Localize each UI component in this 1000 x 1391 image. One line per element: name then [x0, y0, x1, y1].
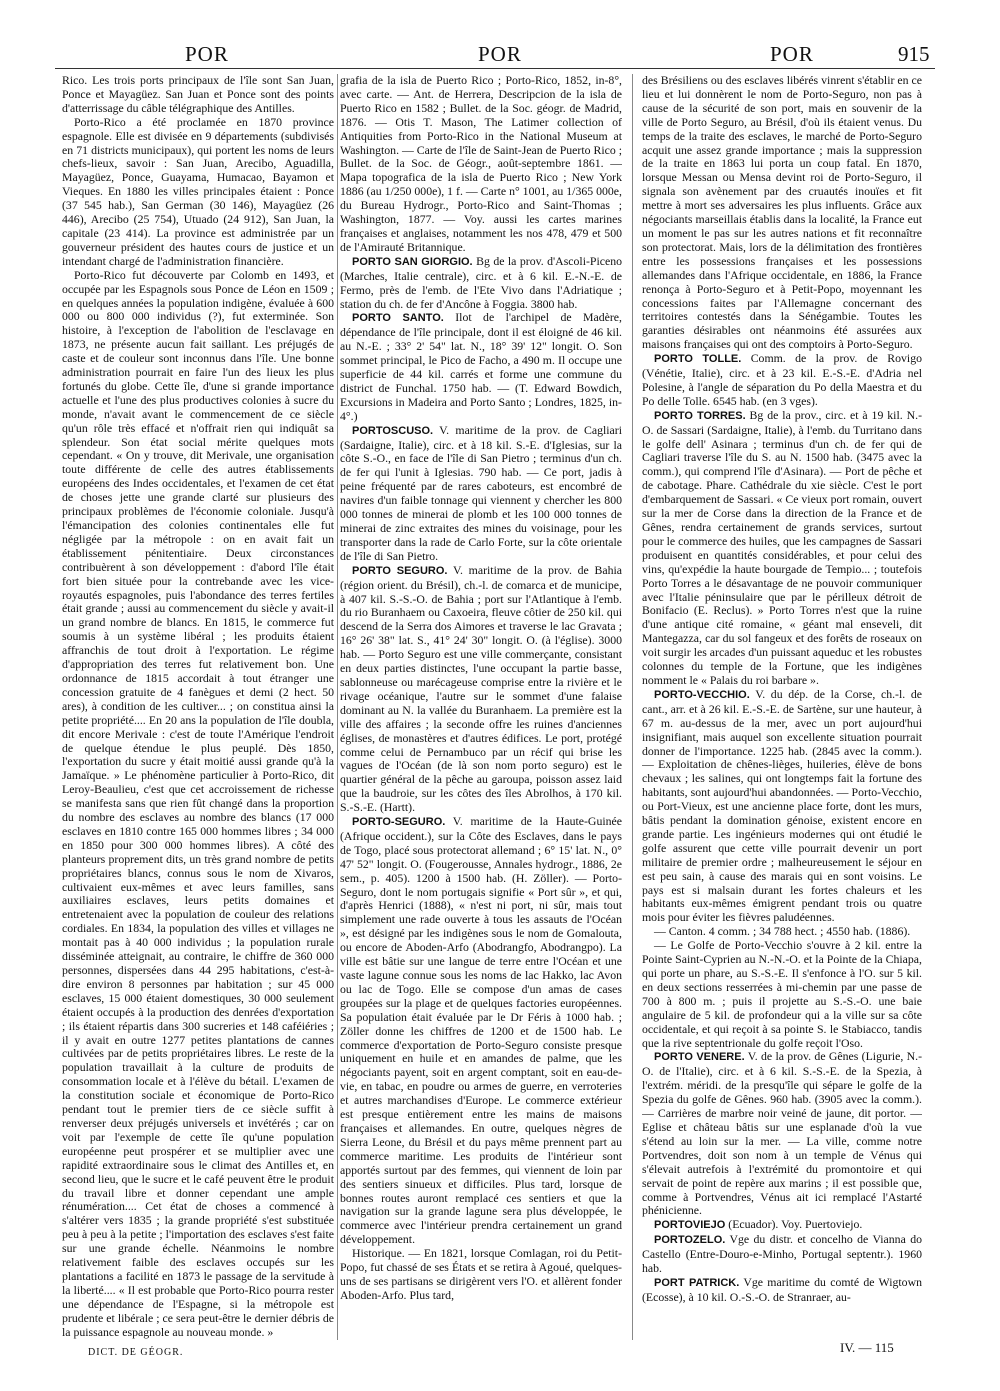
footer-volume: IV. — 115 — [840, 1340, 894, 1355]
column-separator — [632, 74, 633, 1340]
text-column-3 — [642, 74, 922, 1340]
dictionary-entry — [642, 688, 922, 925]
entry-text: Bg de la prov. d'Ascoli-Piceno (Marches, Italie centrale), circ. et à 6 kil. E.-N.-E. de Fermo, près de l'emb. de l'Ete Vivo dans l'Adriatique ; station du ch. de fer d'Ancône à Foggia. 3800 hab. — [340, 253, 622, 311]
text-column-1 — [62, 74, 334, 1340]
running-head-right: POR — [770, 42, 814, 66]
entry-text: V. maritime de la prov. de Cagliari (Sardaigne, Italie), circ. et à 18 kil. S.-E. d'Iglesias, sur la côte S.-O., en face de l'île di San Pietro ; terminus d'un ch. de fer qui l'unit à Iglesias. 790 hab. — Ce port, jadis à peine fréquenté par de rares caboteurs, est encombré de navires d'un faible tonnage qui viennent y chercher les 800 000 tonnes de minerai de plomb et les 100 000 tonnes de minerai de zinc extraites des mines du voisinage, pour les transporter dans la rade de Carlo Forte, sur la côte orientale de l'île di San Pietro. — [340, 422, 622, 563]
paragraph — [62, 1339, 334, 1340]
entry-headword: PORT PATRICK. — [654, 1276, 740, 1289]
entry-text: (Ecuador). Voy. Puertoviejo. — [725, 1217, 863, 1232]
entry-text: V. du dép. de la Corse, ch.-l. de cant., arr. et à 26 kil. E.-S.-E. de Sartène, sur une hauteur, à 67 m. au-dessus de la mer, avec un port aujourd'hui insignifiant, mais auquel son excellente situation pourrait donner de l'importance. 1225 hab. (2845 avec la comm.). — Exploitation de chênes-lièges, huileries, élève de bons chevaux ; les salines, qui ont longtemps fait la fortune des habitants, sont aujourd'hui abandonnées. — Porto-Vecchio, ou Port-Vieux, est une ancienne place forte, dont les murs, bâtis pendant la domination génoise, existent encore en grande partie. Les ingénieurs modernes qui ont étudié le golfe assurent que cette ville pourrait devenir un port militaire de premier ordre ; malheureusement le séjour en est peu sain, à cause des marais qui en sont voisins. Le pays est si malsain durant les fortes chaleurs et les habitants eux-mêmes émigrent pendant trois ou quatre mois pour éviter les fièvres paludéennes. — [642, 686, 922, 925]
entry-headword: PORTO VENERE. — [654, 1051, 745, 1064]
entry-headword: PORTO TORRES. — [654, 409, 746, 422]
header-rule — [55, 68, 935, 69]
entry-text — [74, 1338, 305, 1340]
column-separator — [337, 74, 338, 1340]
entry-text: V. maritime de la prov. de Bahia (région orient. du Brésil), ch.-l. de comarca et de municipe, à 407 kil. S.-S.-O. de Bahia ; port sur l'Atlantique à l'emb. du rio Buranhaem ou Caxoeira, fleuve côtier de 250 kil. qui descend de la Serra dos Aimores et traverse le lac Gravata ; 16° 26' 38" lat. S., 41° 24' 30" longit. O. (à l'église). 3000 hab. — Porto Seguro est une ville commerçante, consistant en deux parties distinctes, l'une occupant la partie basse, sablonneuse ou marécageuse comprise entre la rivière et le rivage océanique, l'autre sur le sommet d'une falaise dominant au N. la vallée du Buranhaem. La première est la ville des affaires ; la seconde offre les ruines d'anciennes églises, de monastères et d'autres édifices. Le port, protégé comme celui de Pernambuco par un récif qui brise les vagues de l'Océan (de là son nom porto seguro) est le quartier général de la pêche au garoupa, poisson assez laid que la baudroie, sur les côtes des îles Abrolhos, à 170 kil. S.-S.-E. (Hartt). — [340, 562, 622, 815]
dictionary-entry — [642, 1050, 922, 1218]
dictionary-entry — [642, 352, 922, 409]
entry-text: Rico. Les trois ports principaux de l'île sont San Juan, Ponce et Mayagüez. San Juan et Ponce sont des points d'atterrissage du câble télégraphique des Antilles. — [62, 74, 334, 115]
entry-headword: PORTO-SEGURO. — [352, 816, 446, 829]
entry-headword: PORTOZELO. — [654, 1234, 726, 1247]
dictionary-entry — [340, 815, 622, 1247]
entry-headword: PORTO SANTO. — [352, 312, 444, 325]
entry-headword: PORTO SEGURO. — [352, 564, 448, 577]
dictionary-entry — [340, 424, 622, 564]
paragraph — [340, 74, 622, 255]
entry-text: Ilot de l'archipel de Madère, dépendance de l'île principale, dont il est éloigné de 46 kil. au N.-E. ; 33° 2' 54" lat. N., 18° 39' 12" longit. O. Son sommet principal, le Pico de Facho, a 490 m. Il occupe une superficie de 44 kil. carrés et forme une commune du district de Funchal. 1750 hab. — (T. Edward Bowdich, Excursions in Madeira and Porto Santo ; Londres, 1825, in-4°.) — [340, 310, 622, 423]
dictionary-entry — [642, 409, 922, 688]
dictionary-entry — [340, 564, 622, 815]
dictionary-entry — [340, 311, 622, 423]
entry-headword: PORTOVIEJO — [654, 1219, 726, 1232]
entry-text: Porto-Rico a été proclamée en 1870 province espagnole. Elle est divisée en 9 départements (subdivisés en 71 districts municipaux), qui portent les noms de leurs chefs-lieux, savoir : San Juan, Arecibo, Aguadilla, Mayagüez, Ponce, Guayama, Humacao, Bayamon et Vieques. En 1880 les villes principales étaient : Ponce (37 545 hab.), San German (30 146), Mayagüez (26 446), Arecibo (25 754), Utuado (24 912), San Juan, la capitale (23 414). La province est administrée par un gouverneur président des hautes cours de justice et un intendant chargé de l'administration financière. — [62, 114, 334, 268]
text-column-2 — [340, 74, 622, 1340]
entry-text: Bg de la prov., circ. et à 19 kil. N.-O. de Sassari (Sardaigne, Italie), à l'emb. du Turritano dans le golfe dell' Asinara ; terminus d'un ch. de fer qui de Cagliari traverse l'île du S. au N. 1500 hab. (3475 avec la comm.), qui comprend l'île d'Asinara). — Port de pêche et de cabotage. Phare. Cathédrale du xie siècle. C'est le port d'embarquement de Sassari. « Ce vieux port romain, ouvert sur la mer de Corse dans la direction de la France et de Gênes, rendra certainement de grands services, surtout pour le commerce des huiles, que les campagnes de Sassari produisent en quantités considérables, et pour celui des vins, qu'expédie la haute bourgade de Tempio... ; toutefois Porto Torres a le désavantage de ne pouvoir communiquer avec l'Italie péninsulaire que par le périlleux détroit de Bonifacio (E. Reclus). » Porto Torres n'est que la ruine d'une antique cité romaine, « géant mal enseveli, dit Mantegazza, car du sol fangeux et des forêts de roseaux on voit surgir les arcades d'un puissant aqueduc et les robustes colonnes du temple de la Fortune, que les indigènes nomment le « Palais du roi barbare ». — [642, 407, 922, 687]
paragraph — [642, 939, 922, 1050]
entry-text: Comm. de la prov. de Rovigo (Vénétie, Italie), circ. et à 23 kil. E.-S.-E. d'Adria nel Polesine, à l'angle de séparation du Po della Maestra et du Po delle Tolle. 6545 hab. (en 3 vges). — [642, 351, 922, 408]
entry-text: grafia de la isla de Puerto Rico ; Porto-Rico, 1852, in-8°, avec carte. — Ant. de Herrera, Descripcion de la isla de Puerto Rico en 1582 ; Bullet. de la Soc. géogr. de Madrid, 1876. — Otis T. Mason, The Latimer collection of Antiquities from Porto-Rico in the National Museum at Washington. — Carte de l'île de Saint-Jean de Puerto Rico ; Bullet. de la Soc. de Géogr., août-septembre 1861. — Mapa topografica de la isla de Puerto Rico ; New York 1886 (au 1/250 000e), 1 f. — Carte n° 1001, au 1/365 000e, du Bureau Hydrogr., Porto-Rico and Saint-Thomas ; Washington, 1877. — Voy. aussi les cartes marines françaises et anglaises, notamment les nos 478, 479 et 500 de l'Amirauté Britannique. — [340, 74, 622, 254]
entry-text: — Canton. 4 comm. ; 34 788 hect. ; 4550 hab. (1886). — [654, 924, 911, 939]
paragraph — [62, 74, 334, 116]
paragraph — [62, 116, 334, 269]
footer-signature: DICT. DE GÉOGR. — [88, 1347, 184, 1358]
running-head-left: POR — [185, 42, 229, 66]
entry-text: V. maritime de la Haute-Guinée (Afrique occident.), sur la Côte des Esclaves, dans le pays de Togo, placé sous protectorat allemand ; 6° 15' lat. N., 0° 47' 52" longit. O. (Fougerousse, Annales hydrogr., 1886, 2e sem., p. 405). 1200 à 1500 hab. (H. Zöller). — Porto-Seguro, dont le nom portugais signifie « Port sûr », et qui, d'après Henrici (1888), « n'est ni port, ni sûr, mais tout simplement une rade ouverte à tous les assauts de l'Océan », est désigné par les indigènes sous le nom de Gomalouta, ou encore de Aboden-Arfo (Abodrangfo, Abodrangpo). La ville est bâtie sur une langue de terre entre l'Océan et une vaste lagune connue sous les noms de lac Hakko, lac Avon ou lac de Togo. Elle se compose d'un amas de cases groupées sur la plage et de quelques factories européennes. Sa population était évaluée par le Dr Féris à 1000 hab. ; Zöller donne les chiffres de 1200 et de 1500 hab. Le commerce d'exportation de Porto-Seguro consiste presque uniquement en huile et en amandes de palme, que les négociants payent, soit en argent comptant, soit en eau-de-vie, en tabac, en poudre ou armes de guerre, en verroteries et autres marchandises d'Europe. Le commerce extérieur est presque entièrement entre les mains de maisons françaises et allemandes. En outre, quelques nègres de Sierra Leone, du Brésil et du pays même prennent part au commerce maritime. Les produits de l'intérieur sont apportés surtout par des femmes, qui viennent de loin par des sentiers sinueux et difficiles. Plus tard, lorsque de bonnes routes auront remplacé ces sentiers et que la navigation sur la grande lagune sera plus développée, le commerce avec l'intérieur prendra certainement un grand développement. — [340, 814, 622, 1247]
entry-headword: PORTOSCUSO. — [352, 424, 434, 437]
dictionary-entry — [642, 1233, 922, 1276]
paragraph — [340, 1247, 622, 1303]
entry-text: — Le Golfe de Porto-Vecchio s'ouvre à 2 kil. entre la Pointe Saint-Cyprien au N.-N.-O. et la Pointe de la Chiapa, qui porte un phare, au S.-S.-E. Il s'enfonce à l'O. sur 5 kil. en deux sections resserrées à mi-chemin par une passe de 700 à 800 m. ; puis il projette au S.-S.-O. une baie angulaire de 5 kil. de profondeur qui a la ville sur sa côte occidentale, et qui reçoit à sa pointe S. le Stabiacco, tandis que la rive septentrionale du golfe reçoit l'Oso. — [642, 938, 922, 1050]
running-head-center: POR — [478, 42, 522, 66]
entry-text: Vge du distr. et concelho de Vianna do Castello (Entre-Douro-e-Minho, Portugal septentr.). 1960 hab. — [642, 1232, 922, 1276]
paragraph — [642, 925, 922, 939]
dictionary-entry — [340, 255, 622, 312]
dictionary-entry — [642, 1218, 922, 1233]
entry-text: Vge maritime du comté de Wigtown (Ecosse), à 10 kil. O.-S.-O. de Stranraer, au- — [642, 1274, 922, 1304]
page-number: 915 — [898, 42, 930, 66]
entry-headword: PORTO SAN GIORGIO. — [352, 255, 473, 268]
entry-text: Historique. — En 1821, lorsque Comlagan, roi du Petit-Popo, fut chassé de ses États et se retira à Agoué, quelques-uns de ses partisans se dirigèrent vers l'O. et allèrent fonder Aboden-Arfo. Plus tard, — [340, 1246, 622, 1302]
entry-text: des Brésiliens ou des esclaves libérés vinrent s'établir en ce lieu et lui donnèrent le nom de Porto-Seguro, non pas à cause de la sécurité de son port, mais en souvenir de la ville de Porto Seguro, au Brésil, d'où ils étaient venus. Du temps de la traite des esclaves, le marché de Porto-Seguro acquit une assez grande importance ; mais la suppression de la traite en 1863 lui porta un coup fatal. En 1870, lorsque Messan ou Mensa devint roi de Porto-Seguro, il signala son avènement par des cruautés inouïes et fit mettre à mort ses adversaires les plus influents. Grâce aux négociants marseillais établis dans la localité, la France eut un moment le pas sur les autres nations et fit reconnaître son protectorat. Mais, lors de la délimitation des frontières entre les possessions françaises et les possessions allemandes dans l'Afrique occidentale, en 1886, la France renonça à Porto-Seguro et à Petit-Popo, moyennant les concessions faites par l'Allemagne concernant des territoires contestés dans la Sénégambie. Toutes les garanties désirables ont néanmoins été assurées aux maisons françaises qui ont des comptoirs à Porto-Seguro. — [642, 74, 922, 352]
paragraph — [642, 74, 922, 352]
dictionary-entry — [642, 1276, 922, 1305]
paragraph — [62, 269, 334, 1340]
entry-text: V. de la prov. de Gênes (Ligurie, N.-O. de l'Italie), circ. et à 6 kil. S.-S.-E. de la Spezia, à l'extrém. méridi. de la presqu'île qui sépare le golfe de la Spezia du golfe de Gênes. 960 hab. (3905 avec la comm.). — Carrières de marbre noir veiné de jaune, dit portor. — Eglise et château bâtis sur une esplanade d'où la vue s'étend au loin sur la mer. — La ville, comme notre Portvendres, doit son nom à un temple de Vénus qui s'élevait autrefois à l'extrémité du promontoire et qui servait de point de repère aux marins ; il est possible que, comme à Portvendres, Vénus ait ici remplacé l'Astarté phénicienne. — [642, 1049, 922, 1218]
entry-headword: PORTO TOLLE. — [654, 353, 742, 366]
entry-headword: PORTO-VECCHIO. — [654, 688, 750, 701]
entry-text: Porto-Rico fut découverte par Colomb en 1493, et occupée par les Espagnols sous Ponce de Léon en 1509 ; en quelques années la population indigène, évaluée à 600 000 ou 800 000 individus (?), fut exterminée. Son histoire, à l'exception de l'abolition de l'esclavage en 1873, ne présente aucun fait saillant. Les préjugés de caste et de couleur sont inconnus dans l'île. Une bonne administration pourrait en faire l'un des lieux les plus fortunés du globe. Cette île, d'une si grande importance actuelle et l'une des plus productives colonies à sucre du monde, n'avait avant le commencement de ce siècle qu'un rôle très effacé et n'offrait rien qui indiquât sa splendeur. Son état social mérite quelques mots cependant. « On y trouve, dit Merivale, une organisation toute différente de celle des autres établissements européens des Indes occidentales, et l'examen de cet état de choses jette une grande clarté sur plusieurs des principaux problèmes de l'économie coloniale. Jusqu'à l'émancipation des colonies continentales elle fut négligée par la métropole : on en avait fait un établissement pénitentiaire. Deux circonstances contribuèrent à son développement : d'abord l'île était fort bien située pour la contrebande avec les vice-royautés espagnoles, puis l'abondance des terres fertiles était grande ; aussi au commencement du siècle y avait-il un grand nombre de blancs. En 1815, le commerce fut soumis à un système libéral ; les produits étaient affranchis de tout droit à l'exportation. Le régime d'appropriation des terres fut relativement bon. Une ordonnance de 1815 accordait à tout étranger une concession gratuite de 4 fanègues et demi (2 hect. 50 ares), à condition de les cultiver... ; on constitua ainsi la petite propriété.... En 20 ans la population de l'île doubla, dit encore Merivale : c'est de toute l'Amérique l'endroit de quelque étendue le plus peuplé. Dès 1850, l'exportation du sucre y était moitié aussi grande qu'à la Jamaïque. » Le phénomène particulier à Porto-Rico, dit Leroy-Beaulieu, c'est que cet accroissement de richesse se manifesta sans que rien fût changé dans la proportion du nombre des esclaves au nombre des blancs (17 000 esclaves en 1810 contre 165 000 hommes libres ; 34 000 en 1850 pour 300 000 hommes libres). A côté des planteurs proprement dits, un très grand nombre de petits propriétaires blancs, connus sous le nom de Xivaros, cultivaient eux-mêmes et avec leurs familles, sans auxiliaires esclaves, leurs petits domaines et entretenaient avec la population de couleur des relations cordiales. En 1834, la population des villes et villages ne montait pas à 40 000 individus ; la population rurale disséminée atteignait, au contraire, le chiffre de 360 000 personnes, dispersées dans 44 295 habitations, c'est-à-dire environ 8 personnes par habitation ; sur 45 000 esclaves, 15 000 étaient domestiques, 30 000 seulement étaient occupés à la production des denrées d'exportation ; ils étaient répartis dans 300 sucreries et 148 caféiéries ; il y avait en outre 1277 petites plantations de cannes cultivées par de petits propriétaires libres. Le reste de la population travaillait à la culture de produits de consommation locale et à l'élève du bétail. L'examen de la constitution sociale et économique de Porto-Rico pendant tout le premier tiers de ce siècle suffit à renverser deux préjugés universels et invétérés ; car on voit par l'exemple de cette île qu'une population européenne peut prospérer et se multiplier avec une rapidité extraordinaire sous le climat des Antilles et, en second lieu, que le sucre et le café peuvent être le produit du travail libre et donner cependant une ample rénumération.... Cet état de choses a commencé à s'altérer vers 1835 ; la grande propriété s'est substituée peu à peu à la petite ; l'importation des esclaves s'est faite sur une grande échelle. Néanmoins le nombre relativement faible des esclaves occupés sur les plantations a facilité en 1873 le passage de la servitude à la liberté.... « Il est probable que Porto-Rico pourra rester une dépendance de l'Espagne, si la métropole est prudente et libérale ; ce sera peut-être le dernier débris de la puissance espagnole au nouveau monde. » — [62, 267, 334, 1339]
